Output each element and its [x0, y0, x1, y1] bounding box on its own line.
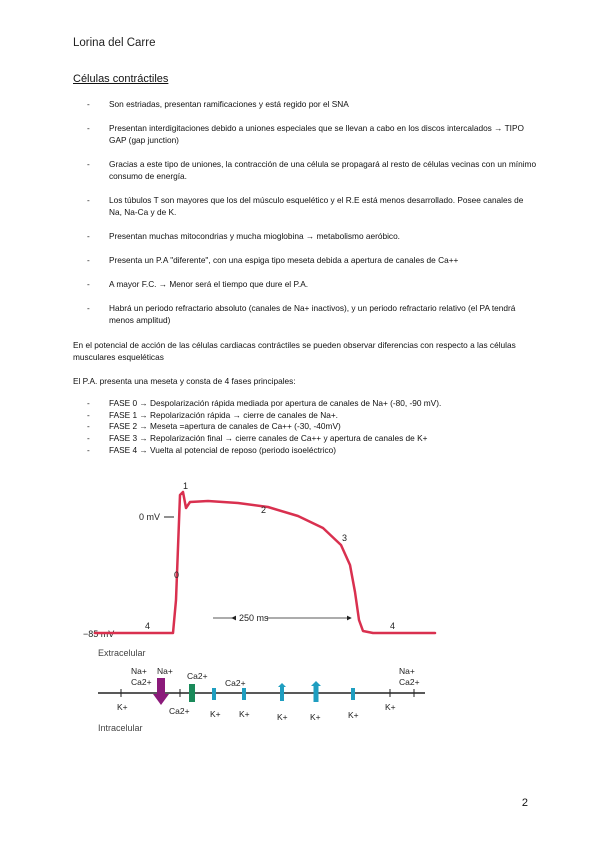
label-85mv: −85 mV [83, 629, 115, 639]
label-extracelular: Extracelular [98, 648, 146, 658]
bullet-dash: - [87, 409, 90, 420]
list-item: - Los túbulos T son mayores que los del músculo esquelético y el R.E está menos desarrollado. Posee canales de Na, Na-Ca y de K. [87, 195, 524, 217]
label-intracelular: Intracelular [98, 723, 143, 733]
bullet-dash: - [87, 123, 90, 133]
bullet-dash: - [87, 279, 90, 289]
action-potential-figure [73, 480, 465, 735]
ion-label-k: K+ [210, 709, 221, 719]
list-item: - Presentan interdigitaciones debido a uniones especiales que se llevan a cabo en los discos intercalados → TIPO GAP (gap junction) [87, 123, 524, 145]
ion-label-k: K+ [239, 709, 250, 719]
list-item: - Presentan muchas mitocondrias y mucha mioglobina → metabolismo aeróbico. [87, 231, 400, 241]
ion-label-k: K+ [348, 710, 359, 720]
label-0mv: 0 mV [139, 512, 161, 522]
k-efflux-arrow-icon [278, 683, 286, 701]
ion-label-na: Na+ [131, 666, 147, 676]
list-item: - Son estriadas, presentan ramificaciones y está regido por el SNA [87, 99, 349, 109]
ca-channel-icon [189, 684, 195, 702]
na-channel-arrow-icon [153, 678, 169, 705]
bullet-dash: - [87, 421, 90, 432]
list-item: - A mayor F.C. → Menor será el tiempo que dure el P.A. [87, 279, 309, 289]
section-title: Células contráctiles [73, 73, 169, 85]
bullet-dash: - [87, 99, 90, 109]
ion-label-na: Na+ [399, 666, 415, 676]
phase-label-0: 0 [174, 570, 180, 580]
characteristics-list [87, 98, 537, 338]
list-item: - FASE 1 → Repolarización rápida → cierre de canales de Na+. [87, 409, 338, 420]
ion-label-ca: Ca2+ [225, 678, 246, 688]
list-item: - Habrá un periodo refractario absoluto (canales de Na+ inactivos), y un periodo refractario relativo (el PA tendrá menos amplitud) [87, 303, 516, 325]
ion-label-na: Na+ [157, 666, 173, 676]
phase-label-4-right: 4 [390, 621, 396, 631]
ion-label-k: K+ [117, 702, 128, 712]
bullet-dash: - [87, 159, 90, 169]
action-potential-diagram [73, 480, 465, 735]
list-item: - FASE 4 → Vuelta al potencial de reposo (periodo isoeléctrico) [87, 444, 337, 455]
list-item: - Gracias a este tipo de uniones, la contracción de una célula se propagará al resto de células vecinas con un mínimo consumo de energía. [87, 159, 537, 181]
ion-label-ca: Ca2+ [399, 677, 420, 687]
k-channel-icon [351, 688, 355, 700]
paragraph-phases-intro: El P.A. presenta una meseta y consta de 4 fases principales: [73, 376, 296, 386]
ion-label-ca: Ca2+ [131, 677, 152, 687]
ion-label-k: K+ [310, 712, 321, 722]
ion-label-k: K+ [277, 712, 288, 722]
document-header-author: Lorina del Carre [73, 37, 156, 49]
bullet-dash: - [87, 444, 90, 455]
bullet-dash: - [87, 195, 90, 205]
ion-label-k: K+ [385, 702, 396, 712]
k-channel-icon [212, 688, 216, 700]
phase-label-4-left: 4 [145, 621, 151, 631]
list-item: - FASE 3 → Repolarización final → cierre canales de Ca++ y apertura de canales de K+ [87, 433, 428, 444]
bullet-dash: - [87, 303, 90, 313]
phase-label-2: 2 [261, 505, 267, 515]
phase-label-3: 3 [342, 533, 348, 543]
k-channel-icon [242, 688, 246, 700]
phase-label-1: 1 [183, 481, 189, 491]
bullet-dash: - [87, 231, 90, 241]
k-efflux-arrow-icon [311, 681, 321, 702]
paragraph-differences: En el potencial de acción de las células cardiacas contráctiles se pueden observar diferencias con respecto a las células musculares esqueléticas [73, 340, 516, 362]
list-item: - Presenta un P.A "diferente", con una espiga tipo meseta debida a apertura de canales de Ca++ [87, 255, 459, 265]
phases-list [87, 398, 537, 457]
ion-label-ca: Ca2+ [187, 671, 208, 681]
bullet-dash: - [87, 255, 90, 265]
list-item: - FASE 2 → Meseta =apertura de canales de Ca++ (-30, -40mV) [87, 421, 341, 432]
list-item: - FASE 0 → Despolarización rápida mediada por apertura de canales de Na+ (-80, -90 mV). [87, 398, 442, 408]
bullet-dash: - [87, 398, 90, 408]
duration-label: 250 ms [239, 613, 269, 623]
bullet-dash: - [87, 433, 90, 444]
page-number: 2 [521, 797, 528, 809]
ion-label-ca: Ca2+ [169, 706, 190, 716]
